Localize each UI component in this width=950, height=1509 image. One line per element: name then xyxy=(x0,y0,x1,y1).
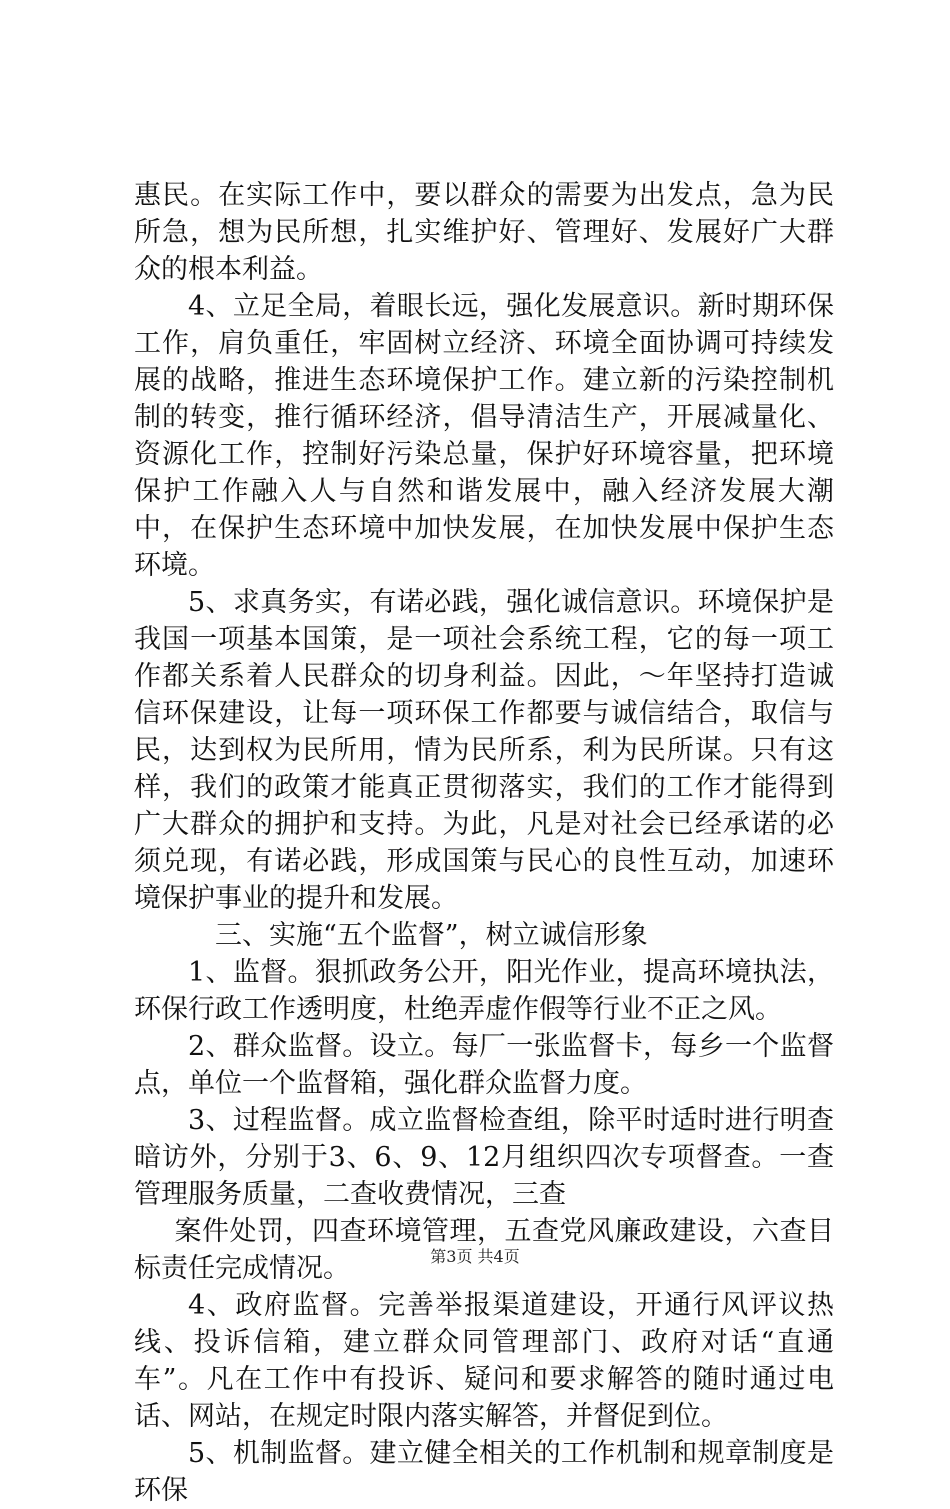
paragraph-supervision-1: 1、监督。狠抓政务公开，阳光作业，提高环境执法，环保行政工作透明度，杜绝弄虚作假等行业不正之风。 xyxy=(134,957,834,1025)
paragraph-item-5-integrity: 5、求真务实，有诺必践，强化诚信意识。环境保护是我国一项基本国策，是一项社会系统工程，它的每一项工作都关系着人民群众的切身利益。因此，～年坚持打造诚信环保建设，让每一项环保工作都要与诚信结合，取信与民，达到权为民所用，情为民所系，利为民所谋。只有这样，我们的政策才能真正贯彻落实，我们的工作才能得到广大群众的拥护和支持。为此，凡是对社会已经承诺的必须兑现，有诺必践，形成国策与民心的良性互动，加速环境保护事业的提升和发展。 xyxy=(134,587,834,914)
paragraph-supervision-4: 4、政府监督。完善举报渠道建设，开通行风评议热线、投诉信箱，建立群众同管理部门、政府对话“直通车”。凡在工作中有投诉、疑问和要求解答的随时通过电话、网站，在规定时限内落实解答，并督促到位。 xyxy=(134,1290,834,1432)
document-body xyxy=(134,177,834,1509)
paragraph-continued: 惠民。在实际工作中，要以群众的需要为出发点，急为民所急，想为民所想，扎实维护好、管理好、发展好广大群众的根本利益。 xyxy=(134,180,834,285)
paragraph-supervision-3: 3、过程监督。成立监督检查组，除平时适时进行明查暗访外，分别于3、6、9、12月组织四次专项督查。一查管理服务质量，二查收费情况，三查 xyxy=(134,1105,834,1210)
paragraph-supervision-5: 5、机制监督。建立健全相关的工作机制和规章制度是环保 xyxy=(134,1438,834,1506)
paragraph-supervision-3-continued: 案件处罚，四查环境管理，五查党风廉政建设，六查目标责任完成情况。 xyxy=(134,1216,834,1284)
page-number-footer: 第3页 共4页 xyxy=(430,1247,520,1266)
section-heading-three: 三、实施“五个监督”，树立诚信形象 xyxy=(215,920,648,951)
paragraph-supervision-2: 2、群众监督。设立。每厂一张监督卡，每乡一个监督点，单位一个监督箱，强化群众监督力度。 xyxy=(134,1031,834,1099)
paragraph-item-4-development: 4、立足全局，着眼长远，强化发展意识。新时期环保工作，肩负重任，牢固树立经济、环境全面协调可持续发展的战略，推进生态环境保护工作。建立新的污染控制机制的转变，推行循环经济，倡导清洁生产，开展减量化、资源化工作，控制好污染总量，保护好环境容量，把环境保护工作融入人与自然和谐发展中，融入经济发展大潮中，在保护生态环境中加快发展，在加快发展中保护生态环境。 xyxy=(134,291,834,581)
